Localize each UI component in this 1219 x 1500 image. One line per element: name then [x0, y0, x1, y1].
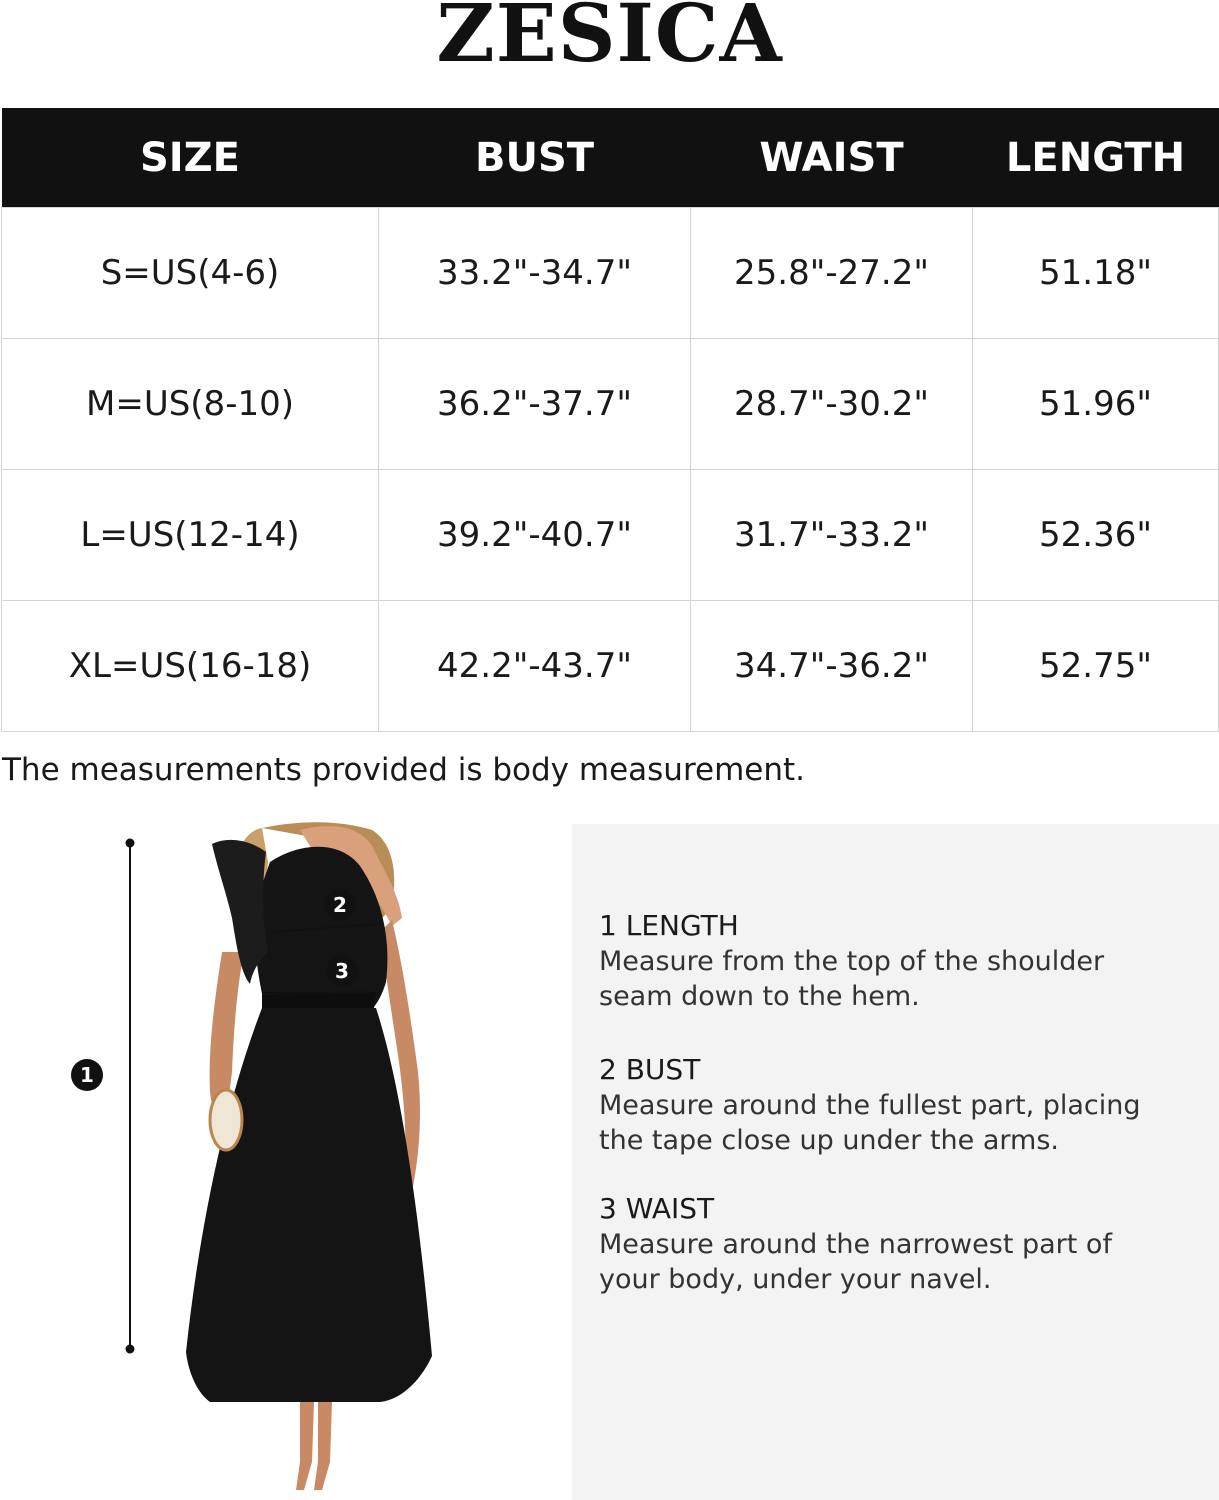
instruction-bust: [599, 1052, 1199, 1158]
header-length: LENGTH: [973, 108, 1219, 208]
size-cell: L=US(12-14): [2, 470, 379, 601]
instruction-length: [599, 908, 1199, 1014]
table-row: [2, 208, 1219, 339]
table-row: [2, 339, 1219, 470]
length-cell: 51.96": [973, 339, 1219, 470]
measurement-note: The measurements provided is body measurement.: [2, 752, 806, 788]
waist-cell: 28.7"-30.2": [691, 339, 973, 470]
instruction-title: 3 WAIST: [599, 1192, 715, 1225]
length-cell: 51.18": [973, 208, 1219, 339]
instruction-text: Measure from the top of the shoulder: [599, 946, 1105, 977]
table-row: [2, 470, 1219, 601]
instruction-text: Measure around the fullest part, placing: [599, 1090, 1141, 1121]
header-bust: BUST: [379, 108, 691, 208]
measure-instructions-panel: [572, 824, 1219, 1500]
size-cell: S=US(4-6): [2, 208, 379, 339]
marker-waist: 3: [326, 955, 358, 987]
bust-cell: 33.2"-34.7": [379, 208, 691, 339]
model-illustration: [0, 822, 560, 1500]
instruction-text: your body, under your navel.: [599, 1264, 992, 1295]
header-size: SIZE: [2, 108, 379, 208]
instruction-title: 1 LENGTH: [599, 909, 739, 942]
waist-cell: 34.7"-36.2": [691, 601, 973, 732]
size-chart-table: [1, 108, 1219, 732]
waist-cell: 25.8"-27.2": [691, 208, 973, 339]
marker-bust: 2: [324, 889, 356, 921]
table-header-row: [2, 108, 1219, 208]
length-cell: 52.75": [973, 601, 1219, 732]
instruction-text: Measure around the narrowest part of: [599, 1229, 1112, 1260]
instruction-waist: [599, 1191, 1199, 1297]
length-cell: 52.36": [973, 470, 1219, 601]
bust-cell: 39.2"-40.7": [379, 470, 691, 601]
size-cell: M=US(8-10): [2, 339, 379, 470]
bust-cell: 42.2"-43.7": [379, 601, 691, 732]
waist-cell: 31.7"-33.2": [691, 470, 973, 601]
brand-logo: ZESICA: [436, 0, 783, 80]
size-cell: XL=US(16-18): [2, 601, 379, 732]
marker-length: 1: [71, 1059, 103, 1091]
header-waist: WAIST: [691, 108, 973, 208]
instruction-text: seam down to the hem.: [599, 981, 920, 1012]
dress-figure: [0, 822, 560, 1500]
instruction-text: the tape close up under the arms.: [599, 1125, 1059, 1156]
bust-cell: 36.2"-37.7": [379, 339, 691, 470]
instruction-title: 2 BUST: [599, 1053, 701, 1086]
table-row: [2, 601, 1219, 732]
